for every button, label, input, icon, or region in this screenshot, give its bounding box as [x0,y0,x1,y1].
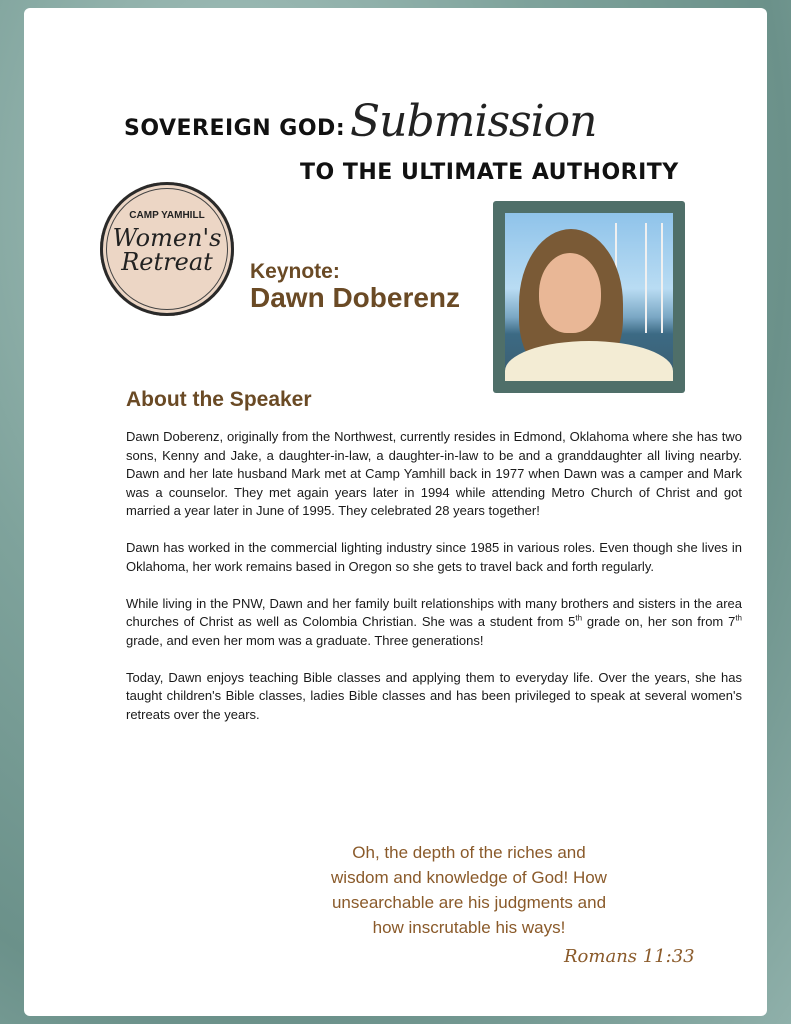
quote-line-4: how inscrutable his ways! [372,918,566,937]
p3-sup-2: th [735,613,742,623]
keynote-label: Keynote: [250,260,340,283]
quote-line-2: wisdom and knowledge of God! How [331,868,607,887]
about-paragraph-2: Dawn has worked in the commercial lighting industry since 1985 in various roles. Even though she lives in Oklahoma, her work remains based in Oregon so she gets to travel back and forth regularly. [126,540,742,574]
title-script-word: Submission [350,96,597,147]
logo-script-line-2: Retreat [121,248,213,276]
logo-script-line-1: Women's [112,224,222,252]
retreat-logo [100,182,234,316]
logo-camp-name: CAMP YAMHILL [129,210,205,221]
quote-line-3: unsearchable are his judgments and [331,893,607,912]
p3-text-a: While living in the PNW, Dawn and her family built relationships with many brothers and sisters in the area churches of Christ as well as Colombia Christian. She was a student from 5 [126,595,742,629]
scripture-quote [274,840,664,940]
logo-script-text [100,226,234,274]
title-line-1: SOVEREIGN GOD: [124,116,346,141]
document-page [24,8,767,1016]
about-paragraph-4: Today, Dawn enjoys teaching Bible classes and applying them to everyday life. Over the years, she has taught children's Bible classes, ladies Bible classes and has been privileged to speak at several women's retreats over the years. [126,669,742,722]
speaker-name: Dawn Doberenz [250,282,461,313]
speaker-photo [505,213,673,381]
p3-text-b: grade on, her son from 7 [582,614,736,629]
quote-line-1: Oh, the depth of the riches and [352,843,586,862]
p3-text-c: grade, and even her mom was a graduate. Three generations! [126,632,484,648]
about-paragraph-1: Dawn Doberenz, originally from the Northwest, currently resides in Edmond, Oklahoma where she has two sons, Kenny and Jake, a daughter-in-law, a daughter-in-law to be and a granddaughter all living nearby. Dawn and her late husband Mark met at Camp Yamhill back in 1977 when Dawn was a camper and Mark was a counselor. They met again years later in 1994 while attending Metro Church of Christ and got married a year later in June of 1995. They celebrated 28 years together! [126,429,742,518]
title-line-2: TO THE ULTIMATE AUTHORITY [300,160,679,185]
photo-mast [645,223,647,333]
speaker-photo-frame [493,201,685,393]
photo-mast [661,223,663,333]
about-body [126,428,742,743]
p3-sup-1: th [575,613,583,623]
about-heading: About the Speaker [126,388,312,411]
about-paragraph-3 [126,595,742,651]
photo-face [539,253,601,333]
scripture-reference: Romans 11:33 [564,946,695,967]
